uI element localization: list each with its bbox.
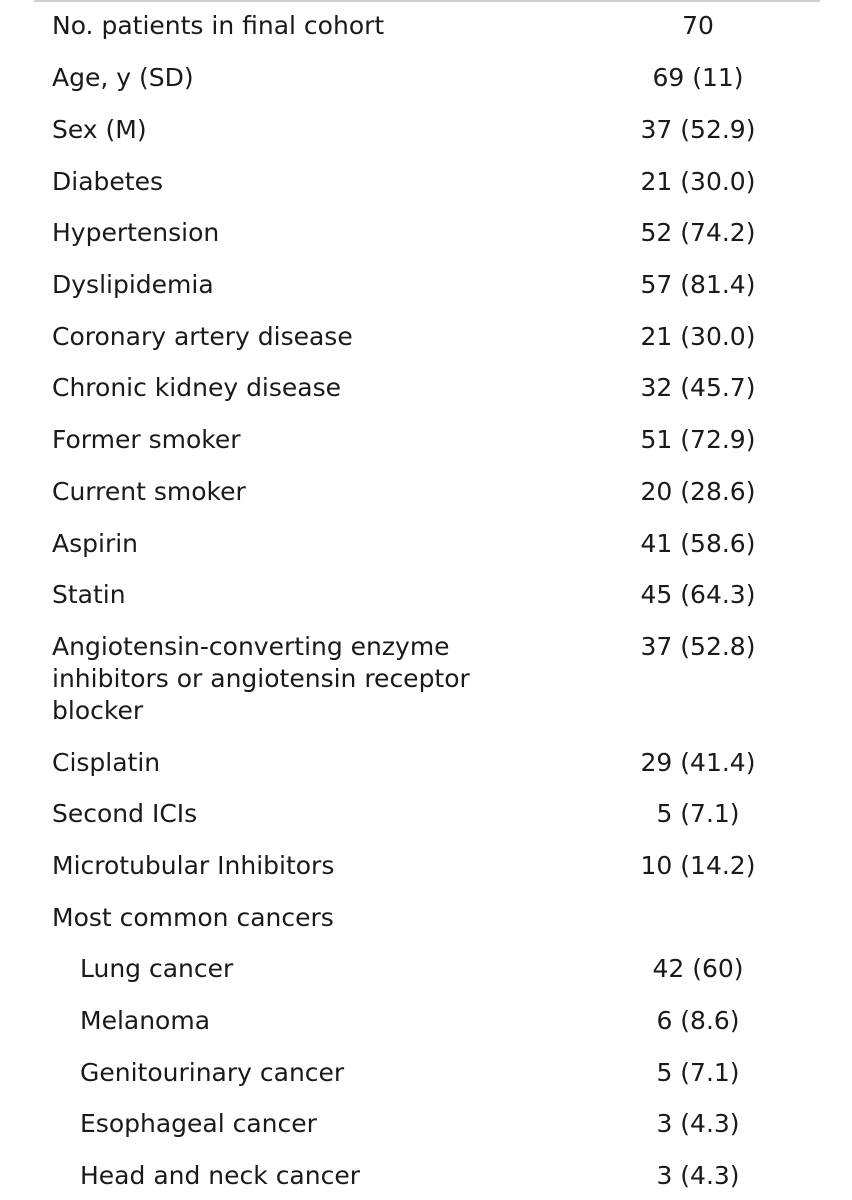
- row-value: 5 (7.1): [656, 799, 740, 828]
- row-value: 32 (45.7): [640, 373, 756, 402]
- row-label: Former smoker: [52, 425, 241, 454]
- row-label: Hypertension: [52, 218, 220, 247]
- row-value: 3 (4.3): [656, 1161, 740, 1190]
- row-label: Most common cancers: [52, 903, 334, 932]
- row-label: Second ICIs: [52, 799, 198, 828]
- row-value: 37 (52.8): [640, 632, 756, 661]
- row-value: 21 (30.0): [640, 167, 756, 196]
- row-value: 37 (52.9): [640, 115, 756, 144]
- row-label: Head and neck cancer: [80, 1161, 361, 1190]
- row-label: Esophageal cancer: [80, 1109, 317, 1138]
- row-value: 10 (14.2): [640, 851, 756, 880]
- row-value: 29 (41.4): [640, 748, 756, 777]
- row-label: Cisplatin: [52, 748, 161, 777]
- row-value: 57 (81.4): [640, 270, 756, 299]
- row-label: No. patients in final cohort: [52, 11, 385, 40]
- row-label: Melanoma: [80, 1006, 211, 1035]
- row-label: Genitourinary cancer: [80, 1058, 345, 1087]
- row-value: 5 (7.1): [656, 1058, 740, 1087]
- row-value: 6 (8.6): [656, 1006, 740, 1035]
- row-label: Coronary artery disease: [52, 322, 353, 351]
- row-label: Microtubular Inhibitors: [52, 851, 335, 880]
- row-value: 3 (4.3): [656, 1109, 740, 1138]
- row-label: Dyslipidemia: [52, 270, 214, 299]
- row-label: Angiotensin-converting enzyme inhibitors or angiotensin receptor blocker: [52, 632, 470, 725]
- row-label: Current smoker: [52, 477, 246, 506]
- row-label: Lung cancer: [80, 954, 234, 983]
- row-label: Sex (M): [52, 115, 147, 144]
- top-rule: [34, 0, 820, 2]
- row-value: 45 (64.3): [640, 580, 756, 609]
- row-value: 51 (72.9): [640, 425, 756, 454]
- row-label: Chronic kidney disease: [52, 373, 342, 402]
- row-label: Diabetes: [52, 167, 163, 196]
- row-value: 41 (58.6): [640, 529, 756, 558]
- row-label: Aspirin: [52, 529, 139, 558]
- row-value: 21 (30.0): [640, 322, 756, 351]
- row-label: Age, y (SD): [52, 63, 194, 92]
- row-value: 20 (28.6): [640, 477, 756, 506]
- row-value: 52 (74.2): [640, 218, 756, 247]
- row-value: 42 (60): [652, 954, 744, 983]
- row-value: 70: [682, 11, 714, 40]
- row-value: 69 (11): [652, 63, 744, 92]
- row-label: Statin: [52, 580, 126, 609]
